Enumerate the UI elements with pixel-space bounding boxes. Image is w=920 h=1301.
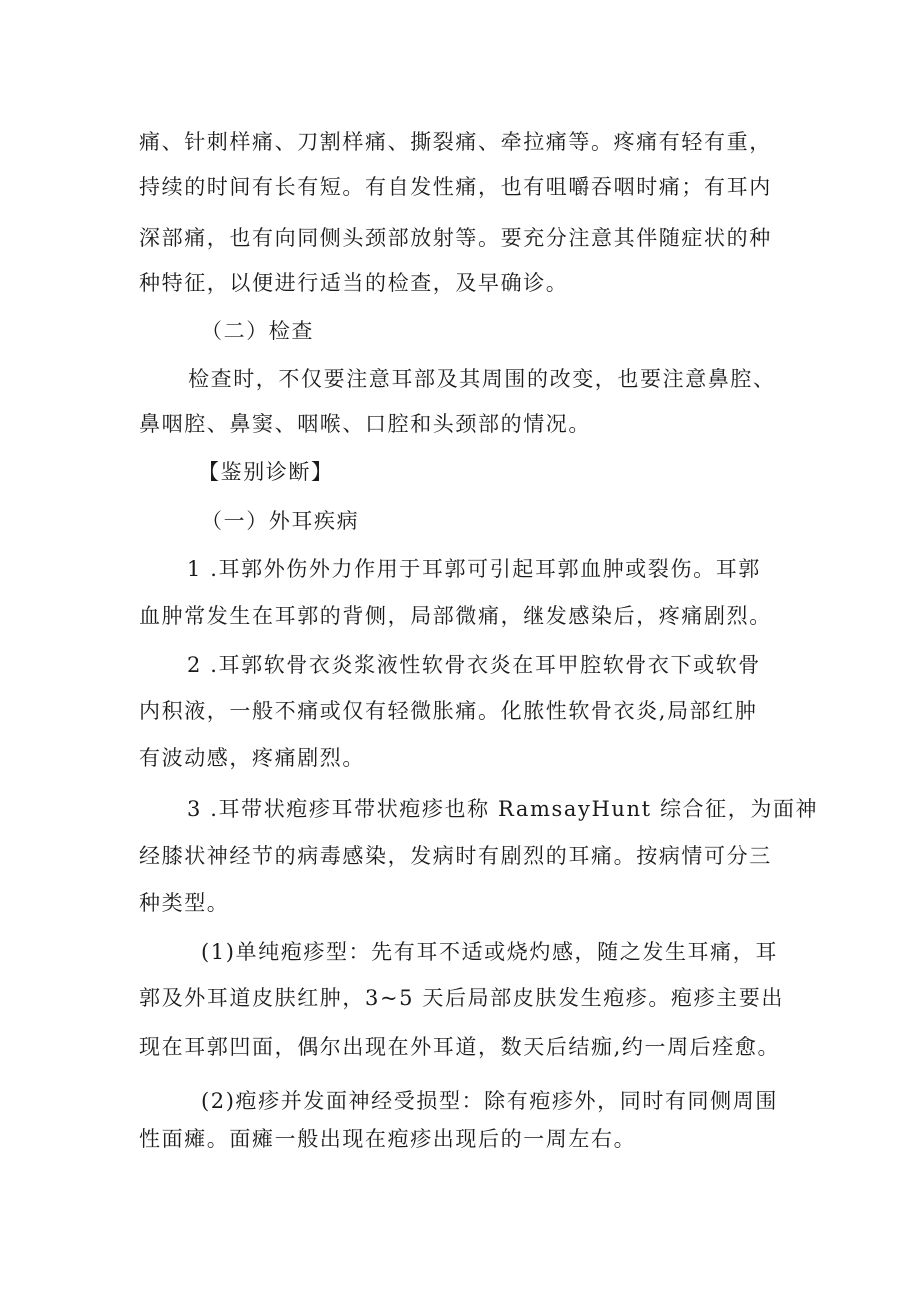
text-line: 郭及外耳道皮肤红肿，3~5 天后局部皮肤发生疱疹。疱疹主要出 — [139, 986, 784, 1010]
section-heading: （一）外耳疾病 — [201, 509, 360, 533]
text-line: 有波动感，疼痛剧烈。 — [139, 746, 365, 770]
text-line: 1 .耳郭外伤外力作用于耳郭可引起耳郭血肿或裂伤。耳郭 — [187, 557, 761, 581]
text-line: 深部痛，也有向同侧头颈部放射等。要充分注意其伴随症状的种 — [139, 226, 772, 250]
text-line: 痛、针刺样痛、刀割样痛、撕裂痛、牵拉痛等。疼痛有轻有重， — [139, 130, 772, 154]
text-line: 种特征，以便进行适当的检查，及早确诊。 — [139, 271, 569, 295]
text-line: 内积液，一般不痛或仅有轻微胀痛。化脓性软骨衣炎,局部红肿 — [139, 699, 758, 723]
text-line: 经膝状神经节的病毒感染，发病时有剧烈的耳痛。按病情可分三 — [139, 844, 772, 868]
text-line: 3 .耳带状疱疹耳带状疱疹也称 RamsayHunt 综合征，为面神 — [187, 797, 819, 821]
section-heading: （二）检查 — [201, 319, 314, 343]
text-line: 血肿常发生在耳郭的背侧，局部微痛，继发感染后，疼痛剧烈。 — [139, 604, 772, 628]
text-line: 性面瘫。面瘫一般出现在疱疹出现后的一周左右。 — [139, 1127, 637, 1151]
text-line: 鼻咽腔、鼻窦、咽喉、口腔和头颈部的情况。 — [139, 412, 591, 436]
text-line: 现在耳郭凹面，偶尔出现在外耳道，数天后结痂,约一周后痊愈。 — [139, 1035, 781, 1059]
section-heading: 【鉴别诊断】 — [198, 460, 334, 484]
text-line: 种类型。 — [139, 891, 230, 915]
text-line: (2)疱疹并发面神经受损型：除有疱疹外，同时有同侧周围 — [201, 1089, 778, 1113]
text-line: 2 .耳郭软骨衣炎浆液性软骨衣炎在耳甲腔软骨衣下或软骨 — [187, 653, 761, 677]
text-line: 持续的时间有长有短。有自发性痛，也有咀嚼吞咽时痛；有耳内 — [139, 175, 772, 199]
text-line: 检查时，不仅要注意耳部及其周围的改变，也要注意鼻腔、 — [188, 367, 776, 391]
text-line: (1)单纯疱疹型：先有耳不适或烧灼感，随之发生耳痛，耳 — [201, 940, 778, 964]
